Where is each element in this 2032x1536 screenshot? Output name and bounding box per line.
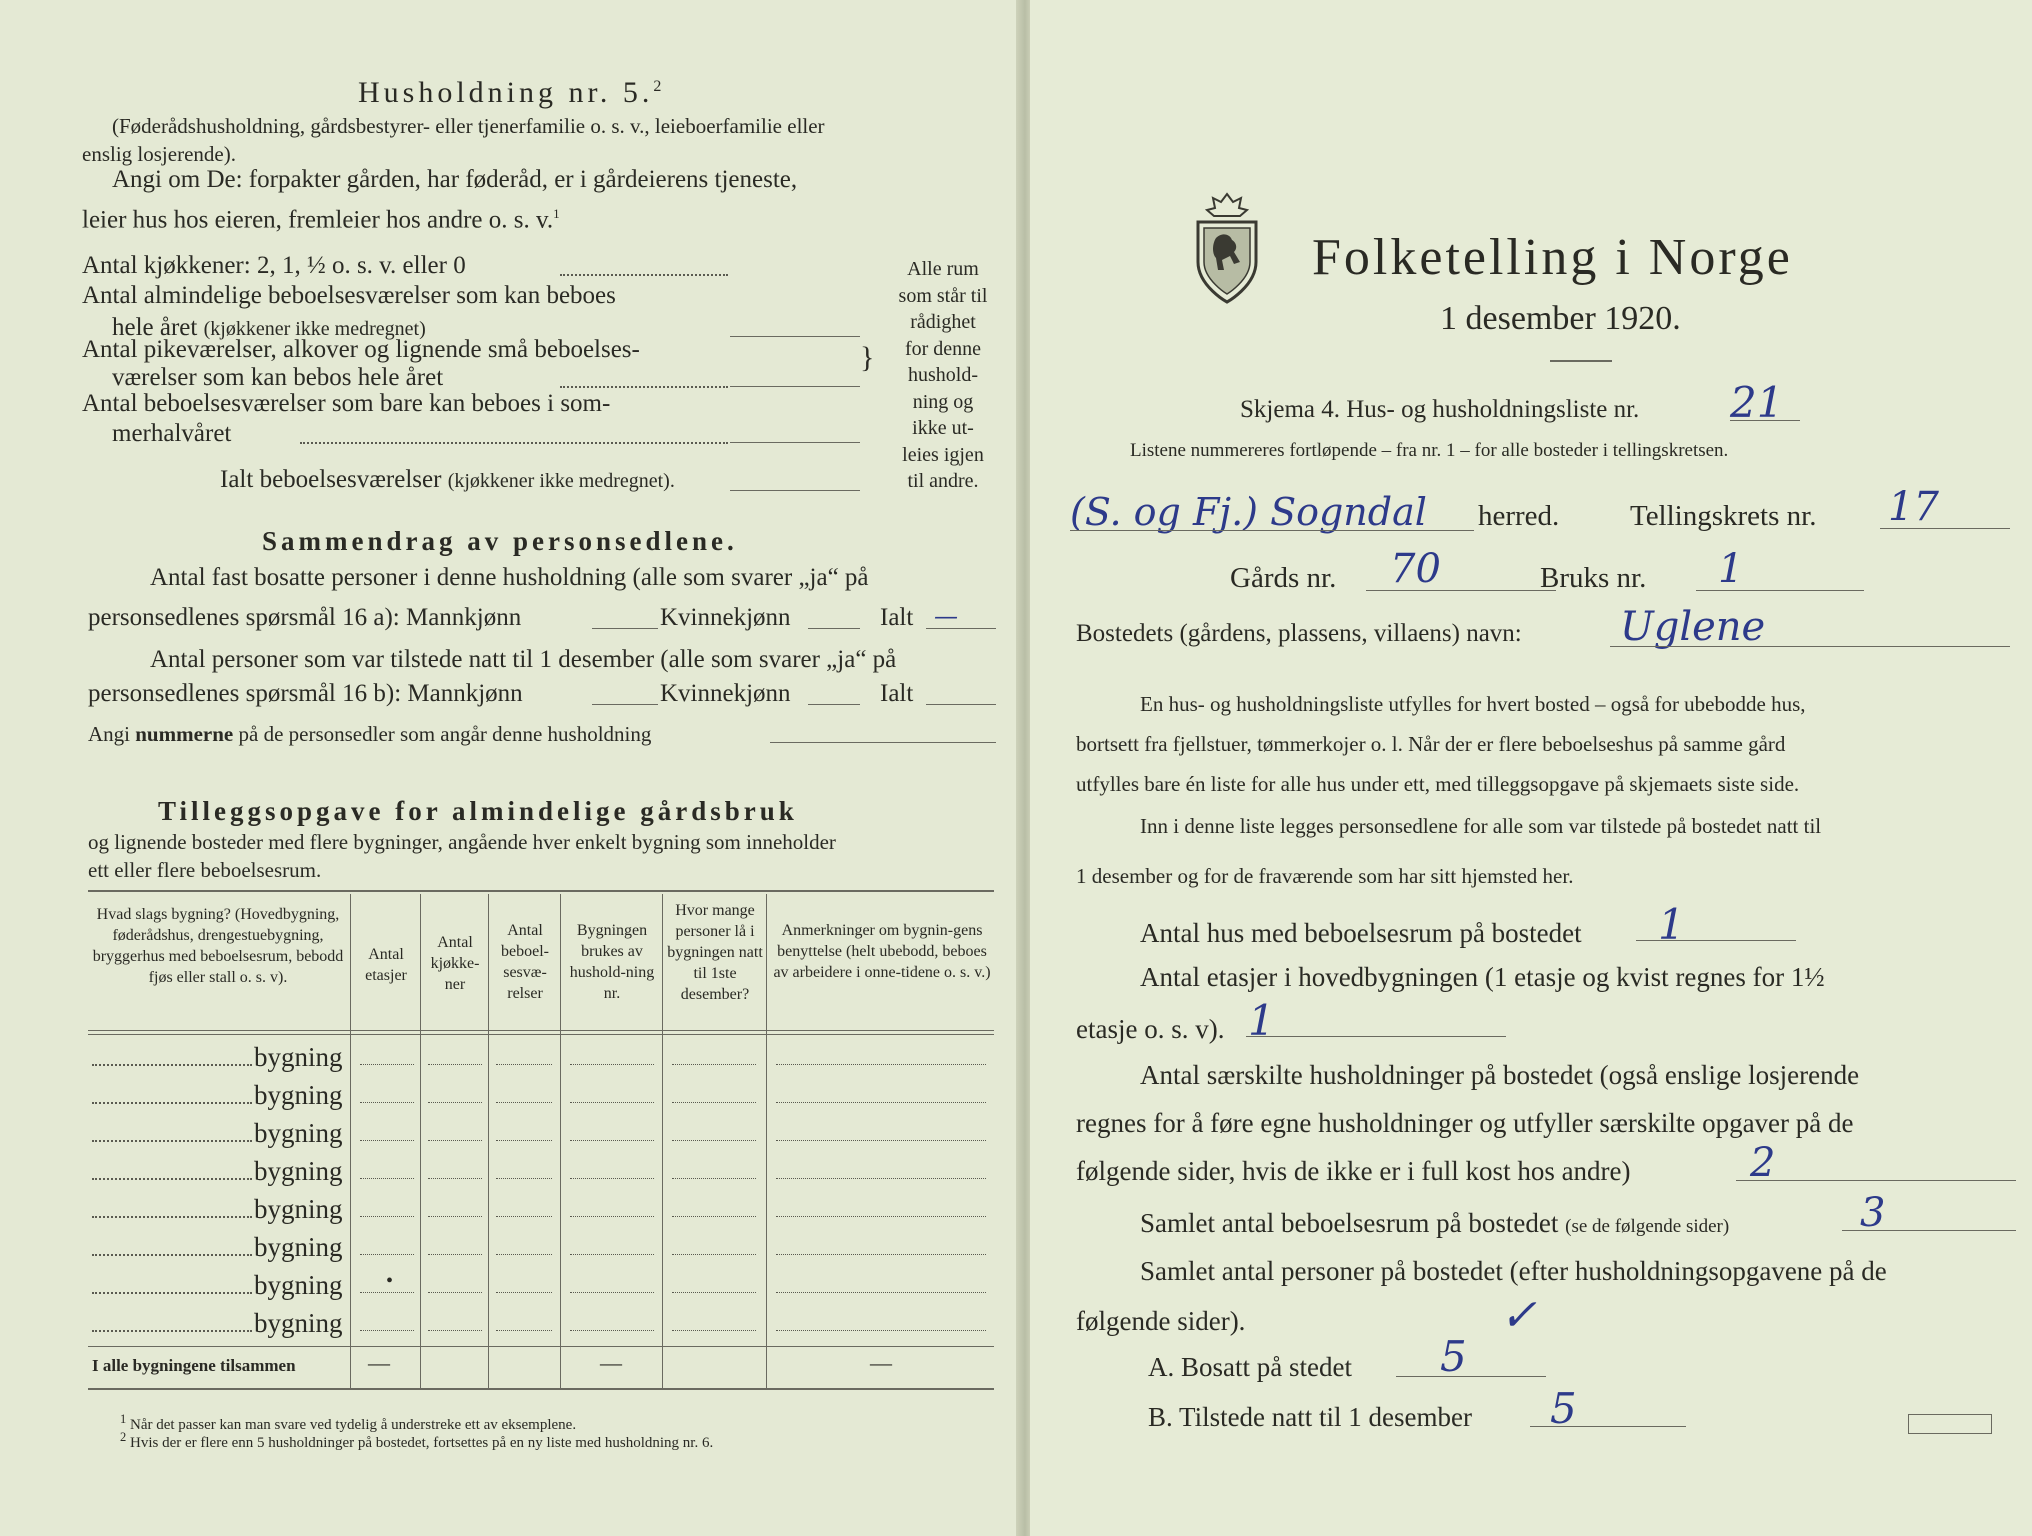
answer-line — [926, 704, 996, 705]
q2-value: 1 — [1248, 996, 1275, 1045]
dotted-leader — [300, 442, 728, 444]
table-cell-blank — [672, 1292, 756, 1293]
herred-label: herred. — [1478, 500, 1560, 532]
table-header-household-no: Bygningen brukes av hushold-ning nr. — [569, 922, 655, 1002]
summary-2b: personsedlenes spørsmål 16 b): Mannkjønn — [88, 680, 523, 707]
table-cell-blank — [672, 1216, 756, 1217]
table-col-rule — [662, 894, 663, 1388]
dotted-leader — [560, 274, 728, 276]
answer-line — [1880, 528, 2010, 529]
answer-line — [1530, 1426, 1686, 1427]
schema-number: 21 — [1730, 378, 1784, 427]
table-cell-blank — [360, 1102, 414, 1103]
side-note-line: som står til — [898, 284, 988, 307]
side-note-line: ikke ut- — [912, 417, 974, 439]
table-header-remarks: Anmerkninger om bygnin-gens benyttelse (helt ubebodd, beboes av arbeidere i onne-tidene o. s. v.) — [773, 922, 991, 981]
q1-value: 1 — [1658, 900, 1685, 949]
table-row-building-label: bygning — [254, 1156, 343, 1186]
row-leader — [92, 1292, 252, 1294]
answer-line — [730, 336, 860, 337]
supplement-text-2: ett eller flere beboelsesrum. — [88, 858, 322, 882]
qa-label: A. Bosatt på stedet — [1148, 1352, 1352, 1382]
table-header-persons: Hvor mange personer lå i bygningen natt til 1ste desember? — [667, 902, 763, 1003]
table-cell-blank — [776, 1292, 986, 1293]
summary-2c: Kvinnekjønn — [660, 680, 791, 707]
row-leader — [92, 1178, 252, 1180]
table-cell-blank — [496, 1178, 552, 1179]
table-col-rule — [350, 894, 351, 1388]
table-cell-blank — [776, 1140, 986, 1141]
answer-line — [808, 628, 860, 629]
row-leader — [92, 1330, 252, 1332]
household-title: Husholdning nr. 5.$^2$ — [358, 76, 666, 109]
rooms-kitchens: Antal kjøkkener: 2, 1, ½ o. s. v. eller 0 — [82, 252, 466, 279]
check-mark: ✓ — [1500, 1290, 1537, 1341]
row-leader — [92, 1064, 252, 1066]
total-dash-household: — — [600, 1350, 622, 1375]
row-leader — [92, 1102, 252, 1104]
row-leader — [92, 1254, 252, 1256]
table-cell-blank — [360, 1330, 414, 1331]
table-cell-blank — [428, 1216, 482, 1217]
table-cell-blank — [360, 1064, 414, 1065]
table-cell-blank — [776, 1102, 986, 1103]
supplement-text-1: og lignende bosteder med flere bygninger, angående hver enkelt bygning som inneholder — [88, 830, 836, 854]
table-cell-blank — [570, 1064, 654, 1065]
info-4: Inn i denne liste legges personsedlene for alle som var tilstede på bostedet natt til — [1140, 814, 1822, 838]
table-cell-blank — [360, 1216, 414, 1217]
rooms-summer-b: merhalvåret — [112, 420, 232, 447]
numbering-note: Listene nummereres fortløpende – fra nr. 1 – for alle bosteder i tellingskretsen. — [1130, 440, 1729, 461]
answer-line — [1730, 420, 1800, 421]
row-leader — [92, 1140, 252, 1142]
supplement-title: Tilleggsopgave for almindelige gårdsbruk — [158, 796, 798, 826]
q3-text-b: regnes for å føre egne husholdninger og utfyller særskilte opgaver på de — [1076, 1108, 1854, 1138]
side-note-line: Alle rum — [907, 258, 979, 280]
angi-text-a: Angi om De: forpakter gården, har føderåd, er i gårdeierens tjeneste, — [112, 166, 798, 193]
table-cell-blank — [496, 1064, 552, 1065]
table-cell-blank — [496, 1102, 552, 1103]
table-cell-blank — [360, 1178, 414, 1179]
q5-text-b: følgende sider). — [1076, 1306, 1246, 1336]
answer-line — [1636, 940, 1796, 941]
answer-line — [926, 628, 996, 629]
table-cell-blank — [776, 1216, 986, 1217]
answer-line — [770, 742, 996, 743]
q2-text-a: Antal etasjer i hovedbygningen (1 etasje og kvist regnes for 1½ — [1140, 962, 1825, 992]
table-cell-blank — [570, 1254, 654, 1255]
answer-line — [1070, 530, 1474, 531]
answer-line — [1366, 590, 1556, 591]
rooms-ordinary-a: Antal almindelige beboelsesværelser som kan beboes — [82, 282, 616, 309]
side-note-line: for denne — [904, 337, 982, 360]
table-header-building-type: Hvad slags bygning? (Hovedbygning, føderådshus, drengestuebygning, bryggerhus med beboelsesrum, bebodd fjøs eller stall o. s. v). — [92, 906, 344, 986]
table-header-floors: Antal etasjer — [365, 946, 407, 984]
gards-label: Gårds nr. — [1230, 562, 1337, 594]
bruks-number: 1 — [1718, 546, 1744, 592]
q3-text-c: følgende sider, hvis de ikke er i full kost hos andre) — [1076, 1156, 1631, 1186]
table-cell-blank — [428, 1064, 482, 1065]
qb-value: 5 — [1550, 1384, 1577, 1433]
table-col-rule — [560, 894, 561, 1388]
side-note-line: ning og — [912, 390, 974, 413]
krets-number: 17 — [1888, 484, 1939, 530]
footnote-1: $^1$ Når det passer kan man svare ved tydelig å understreke ett av eksemplene. — [120, 1412, 577, 1433]
rooms-summer-a: Antal beboelsesværelser som bare kan beboes i som- — [82, 390, 611, 417]
table-total-rule — [88, 1346, 994, 1347]
table-cell-blank — [360, 1254, 414, 1255]
answer-line — [1246, 1036, 1506, 1037]
table-cell-blank — [776, 1254, 986, 1255]
summary-2a: Antal personer som var tilstede natt til 1 desember (alle som svarer „ja“ på — [150, 646, 897, 673]
answer-line — [1396, 1376, 1546, 1377]
table-cell-blank — [570, 1330, 654, 1331]
table-row-building-label: bygning — [254, 1118, 343, 1148]
brace: } — [860, 341, 875, 374]
table-top-rule — [88, 890, 994, 892]
table-cell-blank — [496, 1216, 552, 1217]
census-title: Folketelling i Norge — [1312, 229, 1793, 286]
table-header-rule — [88, 1030, 994, 1031]
table-cell-blank — [672, 1140, 756, 1141]
q4-label: Samlet antal beboelsesrum på bostedet (se de følgende sider) — [1140, 1208, 1730, 1238]
table-total-label: I alle bygningene tilsammen — [92, 1356, 296, 1375]
row-leader — [92, 1216, 252, 1218]
q5-text-a: Samlet antal personer på bostedet (efter husholdningsopgavene på de — [1140, 1256, 1887, 1286]
q1-label: Antal hus med beboelsesrum på bostedet — [1140, 918, 1582, 948]
bosted-value: Uglene — [1620, 604, 1766, 650]
table-bottom-rule — [88, 1388, 994, 1390]
q2-text-b: etasje o. s. v). — [1076, 1014, 1225, 1044]
table-header-kitchens: Antal kjøkke-ner — [430, 934, 480, 993]
total-dash-floors: — — [368, 1350, 390, 1375]
bosted-label: Bostedets (gårdens, plassens, villaens) navn: — [1076, 620, 1522, 647]
footnote-2: $^2$ Hvis der er flere enn 5 husholdninger på bostedet, fortsettes på en ny liste med husholdning nr. 6. — [120, 1430, 714, 1451]
summary-title: Sammendrag av personsedlene. — [262, 526, 738, 556]
table-cell-blank — [428, 1140, 482, 1141]
table-cell-blank — [428, 1254, 482, 1255]
table-cell-blank — [428, 1292, 482, 1293]
side-note-line: rådighet — [910, 311, 976, 333]
bruks-label: Bruks nr. — [1540, 562, 1647, 594]
table-row-building-label: bygning — [254, 1270, 343, 1300]
angi-text-b: leier hus hos eieren, fremleier hos andre o. s. v.$^1$ — [82, 206, 560, 234]
info-2: bortsett fra fjellstuer, tømmerkojer o. l. Når der er flere beboelseshus på samme gård — [1076, 732, 1786, 756]
table-row-building-label: bygning — [254, 1194, 343, 1224]
table-cell-blank — [496, 1330, 552, 1331]
table-cell-blank — [570, 1178, 654, 1179]
krets-label: Tellingskrets nr. — [1630, 500, 1817, 532]
table-cell-blank — [496, 1254, 552, 1255]
summary-1b: personsedlenes spørsmål 16 a): Mannkjønn — [88, 604, 522, 631]
qa-value: 5 — [1440, 1332, 1467, 1381]
dotted-leader — [560, 386, 728, 388]
summary-1c: Kvinnekjønn — [660, 604, 791, 631]
title-rule — [1550, 360, 1612, 362]
table-cell-blank — [776, 1178, 986, 1179]
side-note-line: leies igjen — [902, 443, 984, 466]
herred-value: (S. og Fj.) Sogndal — [1070, 490, 1427, 534]
coat-of-arms-icon — [1190, 190, 1264, 310]
qb-label: B. Tilstede natt til 1 desember — [1148, 1402, 1472, 1432]
table-col-rule — [766, 894, 767, 1388]
answer-line — [808, 704, 860, 705]
table-header-rooms: Antal beboel-sesvæ-relser — [501, 922, 549, 1002]
summary-1a: Antal fast bosatte personer i denne husholdning (alle som svarer „ja“ på — [150, 564, 869, 591]
rooms-ordinary-b: hele året (kjøkkener ikke medregnet) — [112, 314, 426, 341]
table-cell-blank — [672, 1178, 756, 1179]
table-cell-blank — [672, 1330, 756, 1331]
table-cell-blank — [672, 1102, 756, 1103]
intro-text-a: (Føderådshusholdning, gårdsbestyrer- eller tjenerfamilie o. s. v., leieboerfamilie eller — [112, 114, 825, 138]
table-cell-blank — [428, 1102, 482, 1103]
answer-line — [1736, 1180, 2016, 1181]
table-row-building-label: bygning — [254, 1232, 343, 1262]
table-cell-blank — [496, 1140, 552, 1141]
printer-stamp — [1908, 1414, 1992, 1434]
answer-line — [1696, 590, 1864, 591]
table-row-building-label: bygning — [254, 1080, 343, 1110]
side-note-line: til andre. — [907, 470, 979, 492]
summary-3: Angi nummerne på de personsedler som angår denne husholdning — [88, 722, 652, 746]
side-note — [888, 256, 998, 495]
answer-line — [592, 628, 658, 629]
q3-value: 2 — [1750, 1140, 1776, 1186]
table-cell-blank — [570, 1140, 654, 1141]
table-cell-blank — [428, 1178, 482, 1179]
schema-label: Skjema 4. Hus- og husholdningsliste nr. — [1240, 396, 1640, 423]
summary-1d: Ialt — [880, 604, 914, 631]
table-row-building-label: bygning — [254, 1308, 343, 1338]
table-col-rule — [420, 894, 421, 1388]
table-cell-blank — [776, 1064, 986, 1065]
table-header-rule — [88, 1034, 994, 1035]
total-dash-remarks: — — [870, 1350, 892, 1375]
table-cell-blank — [496, 1292, 552, 1293]
table-row-mark: • — [386, 1270, 394, 1292]
answer-line — [730, 386, 860, 387]
table-cell-blank — [360, 1140, 414, 1141]
q3-text-a: Antal særskilte husholdninger på bostedet (også enslige losjerende — [1140, 1060, 1860, 1090]
table-cell-blank — [428, 1330, 482, 1331]
answer-line — [1842, 1230, 2016, 1231]
table-cell-blank — [570, 1216, 654, 1217]
rooms-total: Ialt beboelsesværelser (kjøkkener ikke medregnet). — [220, 466, 675, 493]
rooms-small-a: Antal pikeværelser, alkover og lignende små beboelses- — [82, 336, 640, 363]
info-5: 1 desember og for de fraværende som har sitt hjemsted her. — [1076, 864, 1574, 888]
table-col-rule — [488, 894, 489, 1388]
q4-value: 3 — [1860, 1190, 1886, 1236]
intro-text-b: enslig losjerende). — [82, 142, 236, 166]
table-cell-blank — [672, 1064, 756, 1065]
census-date: 1 desember 1920. — [1440, 300, 1681, 337]
answer-line — [592, 704, 658, 705]
right-page — [1030, 0, 2032, 1536]
info-1: En hus- og husholdningsliste utfylles for hvert bosted – også for ubebodde hus, — [1140, 692, 1806, 716]
table-cell-blank — [570, 1292, 654, 1293]
answer-line — [1610, 646, 2010, 647]
table-cell-blank — [570, 1102, 654, 1103]
info-3: utfylles bare én liste for alle hus under ett, med tilleggsopgave på skjemaets siste side. — [1076, 772, 1800, 796]
side-note-line: hushold- — [908, 364, 978, 386]
gards-number: 70 — [1390, 546, 1441, 592]
answer-line — [730, 442, 860, 443]
rooms-small-b: værelser som kan bebos hele året — [112, 364, 444, 391]
table-cell-blank — [672, 1254, 756, 1255]
table-cell-blank — [776, 1330, 986, 1331]
table-row-building-label: bygning — [254, 1042, 343, 1072]
summary-2d: Ialt — [880, 680, 914, 707]
answer-line — [730, 490, 860, 491]
summary-1-value: — — [934, 602, 958, 630]
